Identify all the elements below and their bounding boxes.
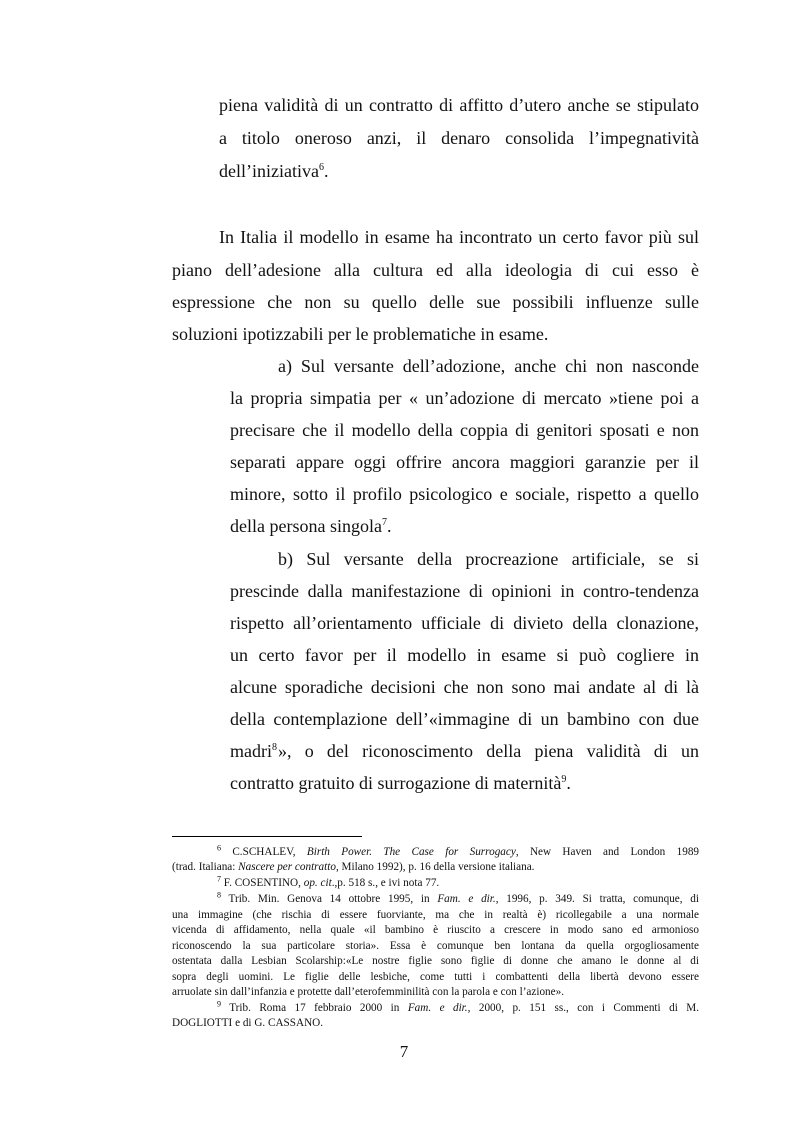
body-text: . [566,773,571,793]
list-item-line [230,515,391,537]
footnote-number: 7 [217,874,221,884]
footnote-line: una immagine (che rischia di essere fuorviante, ma che in realtà è) ricollegabile a una normale [172,909,699,921]
list-item-line: separati appare oggi offrire ancora maggiori garanzie per il [230,452,699,472]
footnote-number: 9 [217,999,221,1009]
list-item-line [230,772,571,794]
body-line: a titolo oneroso anzi, il denaro consolida l’impegnatività [219,128,699,148]
footnote-line: $^9$ Trib. Roma 17 febbraio 2000 in Fam. e dir., 2000, p. 151 ss., con i Commenti di M. [217,999,699,1014]
footnote-line: $^6$ C.SCHALEV, Birth Power. The Case for Surrogacy, New Haven and London 1989 [217,843,700,858]
footnote-number: 8 [217,890,221,900]
list-item-line: precisare che il modello della coppia di genitori sposati e non [230,420,699,440]
body-text: della persona singola [230,516,382,536]
footnote-separator [172,836,362,837]
body-line: In Italia il modello in esame ha incontrato un certo favor più sul [219,227,699,247]
footnote-ref: 9 [561,774,567,785]
body-line [219,160,328,182]
list-item-line: della contemplazione dell’«immagine di un bambino con due [230,709,699,729]
footnote-line: arruolate sin dall’infanzia e protette dall’eterofemminilità con la parola e con l’azione». [172,986,565,998]
body-line: piena validità di un contratto di affitto d’utero anche se stipulato [219,95,699,115]
body-line: soluzioni ipotizzabili per le problematiche in esame. [172,324,549,344]
footnote-line: vicenda di affidamento, nella quale «il bambino è riuscito a crescere in modo sano ed armonioso [172,924,699,936]
footnote-line: riconoscendo la sua particolare storia». Essa è comunque ben lontana da quella orgogliosamente [172,940,699,952]
list-item-line: minore, sotto il profilo psicologico e sociale, rispetto a quello [230,484,699,504]
list-item-line: b) Sul versante della procreazione artificiale, se si [278,549,699,569]
footnote-ref: 6 [318,162,324,173]
footnote-ref: 7 [381,517,387,528]
footnote-line: (trad. Italiana: Nascere per contratto, Milano 1992), p. 16 della versione italiana. [172,861,535,873]
list-item-line [230,740,699,762]
body-text: . [323,161,329,181]
footnote-ref: 8 [272,742,277,753]
list-item-line: a) Sul versante dell’adozione, anche chi non nasconde [278,356,699,376]
list-item-line: la propria simpatia per « un’adozione di mercato »tiene poi a [230,388,699,408]
list-item-line: prescinde dalla manifestazione di opinioni in contro-tendenza [230,581,699,601]
footnote-line: sopra degli uomini. Le figlie delle lesbiche, come tutti i combattenti della libertà devono essere [172,971,699,983]
body-text: », o del riconoscimento della piena validità di un [278,741,699,761]
footnote-line: $^8$ Trib. Min. Genova 14 ottobre 1995, in Fam. e dir., 1996, p. 349. Si tratta, comunque, di [217,890,699,905]
footnote-line: ostentata dalla Lesbian Scolarship:«Le nostre figlie sono figlie di donne che amano le donne al di [172,955,699,967]
footnote-number: 6 [217,843,221,853]
footnote-line: DOGLIOTTI e di G. CASSANO. [172,1017,324,1029]
list-item-line: alcune sporadiche decisioni che non sono mai andate al di là [230,677,699,697]
footnote-line: $^7$ F. COSENTINO, op. cit.,p. 518 s., e ivi nota 77. [217,874,440,889]
list-item-line: rispetto all’orientamento ufficiale di divieto della clonazione, [230,613,699,633]
body-text: madri$^8$ [230,741,277,761]
list-item-line: un certo favor per il modello in esame si può cogliere in [230,645,699,665]
body-text: . [386,516,392,536]
page-number: 7 [399,1042,409,1061]
body-text: contratto gratuito di surrogazione di maternità [230,773,562,793]
body-line: piano dell’adesione alla cultura ed alla ideologia di cui esso è [172,260,699,280]
body-line: espressione che non su quello delle sue possibili influenze sulle [172,292,699,312]
body-text: dell’iniziativa [219,161,319,181]
